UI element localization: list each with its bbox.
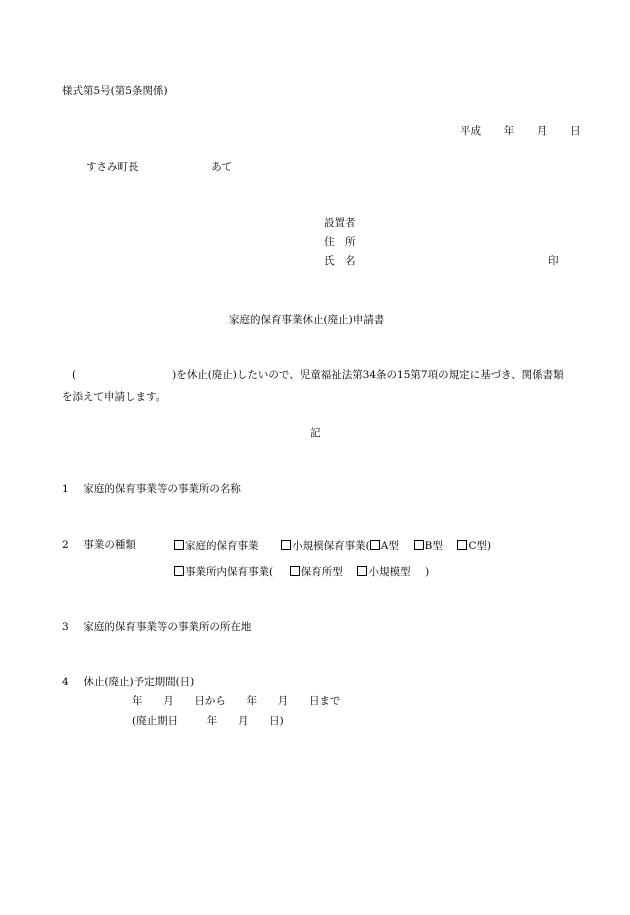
type-b-checkbox[interactable] [414,540,424,550]
onsite-daycare-checkbox[interactable] [174,566,184,576]
date-month: 月 [536,125,548,137]
item-4-label: 休止(廃止)予定期間(日) [83,676,195,688]
item-4-abolition [132,716,284,727]
onsite-daycare-label: 事業所内保育事業( [185,566,274,578]
item-4 [62,677,194,688]
item-3 [62,622,251,633]
item-4-period [132,696,340,707]
abolition-month: 月 [237,715,249,727]
addressee [86,162,232,173]
period-month-1: 月 [163,695,174,707]
period-year-1: 年 [132,695,143,707]
item-2-row-1 [174,540,491,552]
type-a-label: A型 [380,540,399,552]
addressee-mayor: すさみ町長 [86,161,139,173]
period-day-2: 日まで [308,695,341,707]
date-year: 年 [503,125,515,137]
date-line [460,126,581,137]
type-c-checkbox[interactable] [457,540,467,550]
founder-label: 設置者 [324,217,356,229]
item-2 [62,540,136,551]
address-label: 住 所 [324,236,356,248]
name-label: 氏 名 [324,255,356,267]
item-2-number: 2 [62,539,69,551]
abolition-day: 日) [269,715,284,727]
home-daycare-label: 家庭的保育事業 [185,540,259,552]
date-day: 日 [570,125,581,137]
type-b-label: B型 [424,540,443,552]
nursery-type-checkbox[interactable] [290,566,300,576]
item-4-number: 4 [62,676,69,688]
document-title: 家庭的保育事業休止(廃止)申請書 [229,314,385,326]
ki-label: 記 [310,427,321,439]
home-daycare-checkbox[interactable] [174,540,184,550]
item-2-row-2 [174,566,429,578]
small-type-label: 小規模型 [368,566,411,578]
period-day-1: 日から [194,695,226,707]
abolition-year: 年 [206,715,218,727]
small-daycare-checkbox[interactable] [281,540,291,550]
body-open-paren: ( [72,369,77,381]
body-text: )を休止(廃止)したいので、児童福祉法第34条の15第7項の規定に基づき、関係書類を添えて申請します。 [62,369,564,403]
addressee-suffix: あて [211,161,233,173]
seal-mark: 印 [548,255,559,267]
form-number: 様式第5号(第5条関係) [62,85,168,97]
abolition-label: (廃止期日 [132,715,179,727]
small-type-checkbox[interactable] [357,566,367,576]
body-paragraph [62,364,572,408]
period-month-2: 月 [277,695,289,707]
type-c-label: C型) [468,540,492,552]
item-2-label: 事業の種類 [83,539,136,551]
period-year-2: 年 [246,695,258,707]
nursery-type-label: 保育所型 [300,566,343,578]
item-1-label: 家庭的保育事業等の事業所の名称 [83,483,241,495]
type-a-checkbox[interactable] [370,540,380,550]
item-2-close-paren: ) [425,566,430,578]
small-daycare-label: 小規模保育事業( [292,540,370,552]
item-3-label: 家庭的保育事業等の事業所の所在地 [83,621,252,633]
item-1 [62,484,241,495]
date-era: 平成 [460,125,481,137]
item-3-number: 3 [62,621,69,633]
item-1-number: 1 [62,483,69,495]
